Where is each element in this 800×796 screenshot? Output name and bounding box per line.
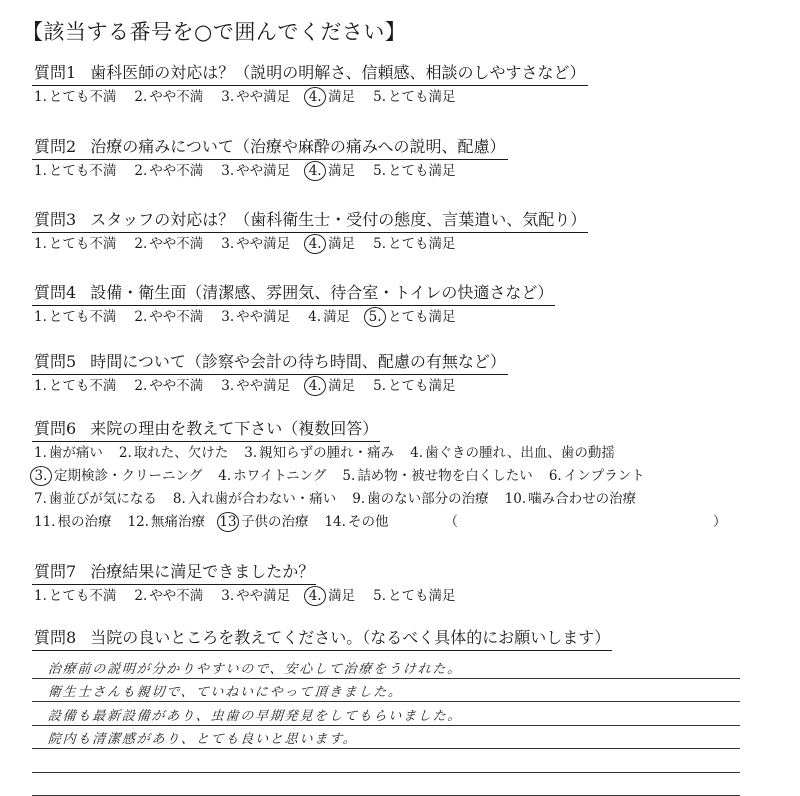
option-label: やや満足	[236, 89, 290, 105]
question-text: 設備・衛生面（清潔感、雰囲気、待合室・トイレの快適さなど）	[90, 283, 553, 302]
other-paren-open: （	[444, 514, 458, 530]
option-number: 3.	[221, 89, 234, 105]
option[interactable]	[352, 488, 488, 511]
option-number: 2.	[134, 309, 147, 325]
question-number: 質問4	[34, 283, 76, 302]
option-label: やや満足	[236, 236, 290, 252]
option-selected[interactable]	[34, 465, 202, 488]
option-number: 5.	[373, 378, 386, 394]
option[interactable]	[34, 160, 116, 182]
option-label: 満足	[328, 378, 355, 394]
question-1	[32, 62, 588, 108]
option[interactable]	[34, 306, 116, 328]
answer-line[interactable]	[32, 679, 740, 703]
question-title	[32, 62, 588, 86]
option-number: 2.	[134, 89, 147, 105]
option[interactable]	[373, 233, 455, 255]
option-label: 歯ぐきの腫れ、出血、歯の動揺	[425, 445, 615, 461]
option[interactable]	[324, 511, 388, 534]
option[interactable]	[373, 585, 455, 607]
option[interactable]	[119, 442, 228, 465]
option-number: 7.	[34, 491, 47, 507]
option-number: 2.	[134, 588, 147, 604]
option-number: 4.	[304, 161, 326, 181]
option-number: 5.	[364, 307, 386, 327]
option-number: 2.	[134, 236, 147, 252]
option[interactable]	[505, 488, 636, 511]
answer-line[interactable]	[32, 749, 740, 773]
answer-line[interactable]	[32, 702, 740, 726]
option-number: 1.	[34, 309, 47, 325]
question-number: 質問1	[34, 63, 76, 82]
option[interactable]	[549, 465, 645, 488]
option[interactable]	[244, 442, 394, 465]
option[interactable]	[134, 160, 203, 182]
option-number: 1.	[34, 588, 47, 604]
option[interactable]	[221, 86, 290, 108]
handwritten-answer: 設備も最新設備があり、虫歯の早期発見をしてもらいました。	[47, 705, 463, 724]
option-label: 満足	[323, 309, 350, 325]
option[interactable]	[173, 488, 336, 511]
option[interactable]	[373, 86, 455, 108]
rating-options	[34, 160, 508, 182]
question-text: 治療の痛みについて（治療や麻酔の痛みへの説明、配慮）	[90, 137, 505, 156]
option-number: 2.	[119, 445, 132, 461]
question-title	[32, 627, 612, 651]
option-label: やや不満	[149, 89, 203, 105]
option[interactable]	[221, 306, 290, 328]
option-label: 根の治療	[57, 514, 111, 530]
question-text: 当院の良いところを教えてください。（なるべく具体的にお願いします）	[90, 628, 610, 647]
option[interactable]	[221, 585, 290, 607]
question-title	[32, 282, 555, 306]
question-title	[32, 136, 508, 160]
option-label: とても満足	[388, 378, 456, 394]
option-label: やや不満	[149, 163, 203, 179]
option-selected[interactable]	[308, 160, 355, 182]
option[interactable]	[221, 375, 290, 397]
option-selected[interactable]	[308, 86, 355, 108]
option[interactable]	[34, 585, 116, 607]
option-number: 2.	[134, 378, 147, 394]
option[interactable]	[34, 488, 157, 511]
option-selected[interactable]	[221, 511, 309, 534]
option-label: その他	[348, 514, 389, 530]
option-label: とても満足	[388, 89, 456, 105]
question-title	[32, 209, 588, 233]
question-number: 質問8	[34, 628, 76, 647]
option-number: 3.	[221, 588, 234, 604]
question-title	[32, 351, 508, 375]
option-label: 満足	[328, 89, 355, 105]
option-label: 取れた、欠けた	[134, 445, 229, 461]
option[interactable]	[218, 465, 326, 488]
option-number: 3.	[221, 378, 234, 394]
question-2	[32, 136, 508, 182]
option-label: やや満足	[236, 378, 290, 394]
option[interactable]	[221, 233, 290, 255]
option-label: 満足	[328, 163, 355, 179]
option-number: 4.	[304, 234, 326, 254]
question-5	[32, 351, 508, 397]
option-number: 1.	[34, 236, 47, 252]
option[interactable]	[308, 306, 350, 328]
option-number: 4.	[308, 309, 321, 325]
option-number: 4.	[304, 87, 326, 107]
option-number: 3.	[221, 236, 234, 252]
option[interactable]	[342, 465, 532, 488]
option-label: とても満足	[388, 588, 456, 604]
option-label: やや不満	[149, 236, 203, 252]
option-number: 12.	[127, 514, 148, 530]
question-number: 質問7	[34, 562, 76, 581]
option-number: 3.	[221, 309, 234, 325]
option-selected[interactable]	[308, 585, 355, 607]
option-label: やや不満	[149, 309, 203, 325]
option-number: 11.	[34, 514, 55, 530]
question-number: 質問2	[34, 137, 76, 156]
reason-options-row	[34, 465, 726, 488]
question-number: 質問6	[34, 419, 76, 438]
option-label: 親知らずの腫れ・痛み	[259, 445, 394, 461]
question-text: 来院の理由を教えて下さい（複数回答）	[90, 419, 378, 438]
option[interactable]	[373, 160, 455, 182]
handwritten-answer: 治療前の説明が分かりやすいので、安心して治療をうけれた。	[47, 658, 462, 677]
option-label: とても不満	[49, 163, 117, 179]
option-number: 1.	[34, 378, 47, 394]
option[interactable]	[373, 375, 455, 397]
question-3	[32, 209, 588, 255]
option-label: 噛み合わせの治療	[528, 491, 636, 507]
question-title	[32, 418, 380, 442]
question-8	[32, 627, 612, 651]
instruction-header: 【該当する番号を○で囲んでください】	[22, 16, 406, 46]
option[interactable]	[134, 585, 203, 607]
question-text: 時間について（診察や会計の待ち時間、配慮の有無など）	[90, 352, 506, 371]
option-number: 4.	[304, 376, 326, 396]
question-title	[32, 561, 316, 585]
option-number: 14.	[324, 514, 345, 530]
option-label: やや不満	[149, 588, 203, 604]
option-label: とても不満	[49, 236, 117, 252]
option-label: 歯が痛い	[49, 445, 103, 461]
rating-options	[34, 86, 588, 108]
option-number: 1.	[34, 445, 47, 461]
option-label: やや満足	[236, 588, 290, 604]
option[interactable]	[34, 86, 116, 108]
option-label: 入れ歯が合わない・痛い	[188, 491, 337, 507]
option[interactable]	[134, 306, 203, 328]
option[interactable]	[127, 511, 204, 534]
option-label: とても不満	[49, 588, 117, 604]
option[interactable]	[134, 86, 203, 108]
option-label: とても不満	[49, 378, 117, 394]
option[interactable]	[134, 375, 203, 397]
rating-options	[34, 306, 555, 328]
option-number: 4.	[304, 586, 326, 606]
option-number: 3.	[244, 445, 257, 461]
option-number: 5.	[373, 163, 386, 179]
option-selected[interactable]	[308, 233, 355, 255]
reason-options-row	[34, 488, 726, 511]
question-text: スタッフの対応は？（歯科衛生士・受付の態度、言葉遣い、気配り）	[90, 210, 586, 229]
option-number: 4.	[410, 445, 423, 461]
option-number: 6.	[549, 468, 562, 484]
option-label: 満足	[328, 236, 355, 252]
answer-line[interactable]	[32, 655, 740, 679]
option-label: 子供の治療	[241, 514, 309, 530]
rating-options	[34, 375, 508, 397]
question-number: 質問5	[34, 352, 76, 371]
option-label: とても不満	[49, 89, 117, 105]
option-label: やや不満	[149, 378, 203, 394]
option-number: 8.	[173, 491, 186, 507]
option[interactable]	[134, 233, 203, 255]
option-label: 歯並びが気になる	[49, 491, 157, 507]
option[interactable]	[34, 375, 116, 397]
option[interactable]	[410, 442, 615, 465]
option-label: 定期検診・クリーニング	[54, 468, 202, 484]
reason-options-row	[34, 442, 726, 465]
option-label: 歯のない部分の治療	[367, 491, 489, 507]
option[interactable]	[34, 233, 116, 255]
question-7	[32, 561, 474, 607]
question-number: 質問3	[34, 210, 76, 229]
option-number: 3.	[30, 466, 52, 486]
option-number: 1.	[34, 163, 47, 179]
question-6	[32, 418, 726, 534]
option-label: やや満足	[236, 163, 290, 179]
option-number: 2.	[134, 163, 147, 179]
option-number: 13	[217, 512, 239, 532]
reason-options-row	[34, 511, 726, 534]
option-label: 無痛治療	[151, 514, 205, 530]
option[interactable]	[221, 160, 290, 182]
option-label: とても満足	[388, 309, 456, 325]
option-number: 10.	[505, 491, 526, 507]
handwritten-answer: 院内も清潔感があり、とても良いと思います。	[47, 728, 358, 747]
option-label: とても満足	[388, 236, 456, 252]
option-label: ホワイトニング	[233, 468, 326, 484]
rating-options	[34, 233, 588, 255]
option-label: インプラント	[564, 468, 645, 484]
handwritten-answer: 衛生士さんも親切で、ていねいにやって頂きました。	[47, 681, 403, 700]
option-number: 5.	[342, 468, 355, 484]
question-text: 歯科医師の対応は？（説明の明解さ、信頼感、相談のしやすさなど）	[90, 63, 585, 82]
option-number: 9.	[352, 491, 365, 507]
option-selected[interactable]	[308, 375, 355, 397]
option-number: 4.	[218, 468, 231, 484]
option-label: 満足	[328, 588, 355, 604]
option-label: 詰め物・被せ物を白くしたい	[357, 468, 533, 484]
option[interactable]	[34, 442, 103, 465]
answer-line[interactable]	[32, 773, 740, 796]
option-number: 3.	[221, 163, 234, 179]
option-number: 1.	[34, 89, 47, 105]
free-answer-lines	[32, 655, 740, 796]
option-label: やや満足	[236, 309, 290, 325]
answer-line[interactable]	[32, 726, 740, 750]
rating-options	[34, 585, 474, 607]
option-number: 5.	[373, 89, 386, 105]
option-label: とても不満	[49, 309, 117, 325]
other-paren-close: ）	[713, 514, 727, 530]
question-text: 治療結果に満足できましたか？	[90, 562, 314, 581]
option-number: 5.	[373, 236, 386, 252]
option-number: 5.	[373, 588, 386, 604]
option-label: とても満足	[388, 163, 456, 179]
option-selected[interactable]	[368, 306, 456, 328]
question-4	[32, 282, 555, 328]
option[interactable]	[34, 511, 111, 534]
